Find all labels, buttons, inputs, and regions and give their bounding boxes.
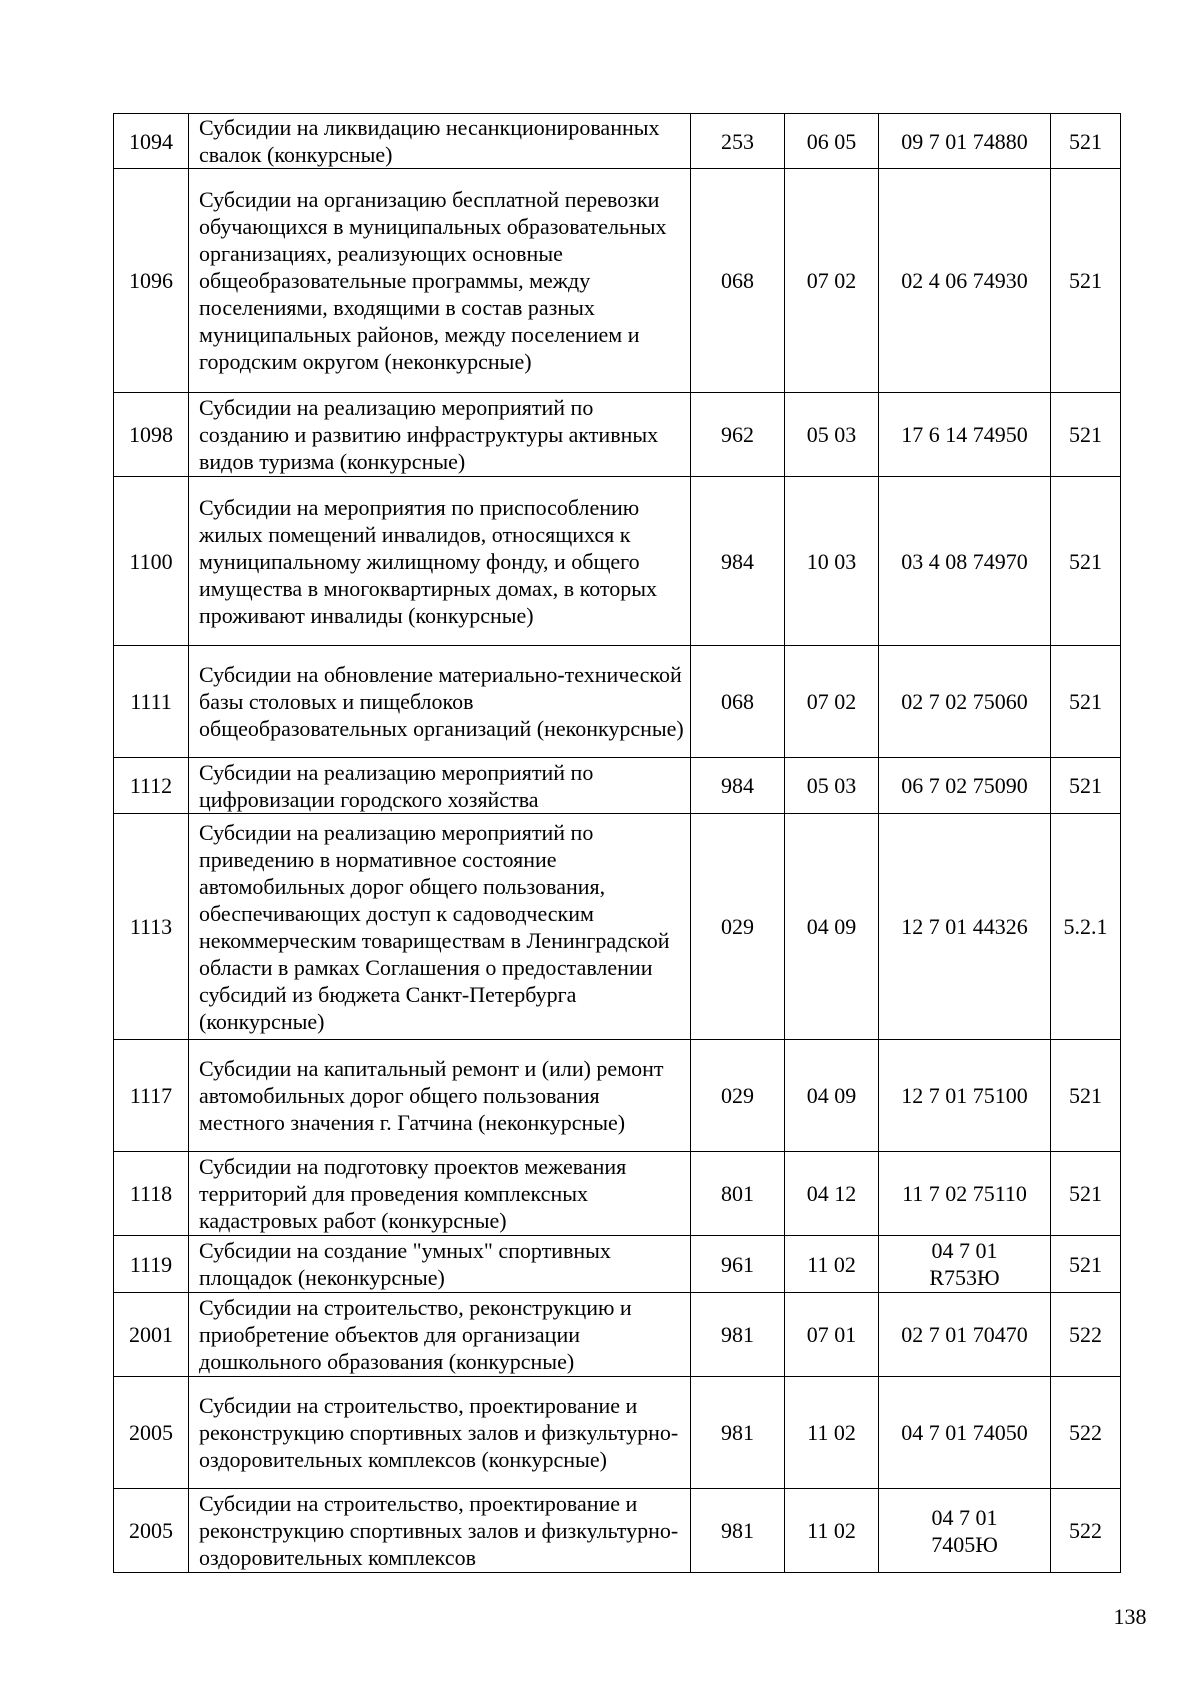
row-section-cell: 04 09 bbox=[785, 814, 879, 1040]
table-row bbox=[114, 114, 1121, 169]
row-code-cell: 981 bbox=[691, 1489, 785, 1573]
row-target-code-cell: 12 7 01 44326 bbox=[879, 814, 1051, 1040]
row-section-cell: 07 02 bbox=[785, 646, 879, 758]
row-section-cell: 11 02 bbox=[785, 1377, 879, 1489]
row-target-code-cell: 11 7 02 75110 bbox=[879, 1152, 1051, 1236]
row-section-cell: 10 03 bbox=[785, 477, 879, 646]
row-number-cell: 1096 bbox=[114, 169, 189, 393]
row-target-code-cell: 02 4 06 74930 bbox=[879, 169, 1051, 393]
row-expense-type-cell: 521 bbox=[1051, 1040, 1121, 1152]
row-target-code-cell: 09 7 01 74880 bbox=[879, 114, 1051, 169]
row-description-cell: Субсидии на обновление материально-технической базы столовых и пищеблоков общеобразовательных организаций (неконкурсные) bbox=[189, 646, 691, 758]
row-number-cell: 1113 bbox=[114, 814, 189, 1040]
row-expense-type-cell: 521 bbox=[1051, 114, 1121, 169]
table-row bbox=[114, 1377, 1121, 1489]
row-code-cell: 068 bbox=[691, 169, 785, 393]
row-target-code-cell: 04 7 01 74050 bbox=[879, 1377, 1051, 1489]
row-target-code-cell: 02 7 02 75060 bbox=[879, 646, 1051, 758]
row-description-cell: Субсидии на подготовку проектов межевания территорий для проведения комплексных кадастровых работ (конкурсные) bbox=[189, 1152, 691, 1236]
row-expense-type-cell: 521 bbox=[1051, 646, 1121, 758]
row-number-cell: 1112 bbox=[114, 758, 189, 814]
row-expense-type-cell: 521 bbox=[1051, 1152, 1121, 1236]
table-row bbox=[114, 1489, 1121, 1573]
row-code-cell: 984 bbox=[691, 477, 785, 646]
row-section-cell: 04 12 bbox=[785, 1152, 879, 1236]
table-row bbox=[114, 758, 1121, 814]
row-section-cell: 07 02 bbox=[785, 169, 879, 393]
row-number-cell: 1118 bbox=[114, 1152, 189, 1236]
row-section-cell: 11 02 bbox=[785, 1236, 879, 1293]
table-row bbox=[114, 393, 1121, 477]
page-number: 138 bbox=[1113, 1604, 1147, 1629]
row-code-cell: 984 bbox=[691, 758, 785, 814]
row-description-cell: Субсидии на мероприятия по приспособлению жилых помещений инвалидов, относящихся к муниципальному жилищному фонду, и общего имущества в многоквартирных домах, в которых проживают инвалиды (конкурсные) bbox=[189, 477, 691, 646]
row-target-code-cell: 06 7 02 75090 bbox=[879, 758, 1051, 814]
row-target-code-cell: 17 6 14 74950 bbox=[879, 393, 1051, 477]
row-expense-type-cell: 521 bbox=[1051, 758, 1121, 814]
table-body bbox=[114, 114, 1121, 1573]
subsidy-table bbox=[113, 113, 1121, 1573]
row-description-cell: Субсидии на строительство, проектирование и реконструкцию спортивных залов и физкультурно-оздоровительных комплексов (конкурсные) bbox=[189, 1377, 691, 1489]
row-code-cell: 253 bbox=[691, 114, 785, 169]
row-number-cell: 1111 bbox=[114, 646, 189, 758]
table-row bbox=[114, 1293, 1121, 1377]
row-code-cell: 962 bbox=[691, 393, 785, 477]
row-number-cell: 1098 bbox=[114, 393, 189, 477]
table-row bbox=[114, 814, 1121, 1040]
row-description-cell: Субсидии на капитальный ремонт и (или) ремонт автомобильных дорог общего пользования местного значения г. Гатчина (неконкурсные) bbox=[189, 1040, 691, 1152]
row-description-cell: Субсидии на создание "умных" спортивных площадок (неконкурсные) bbox=[189, 1236, 691, 1293]
row-code-cell: 961 bbox=[691, 1236, 785, 1293]
row-section-cell: 07 01 bbox=[785, 1293, 879, 1377]
row-target-code-cell: 04 7 01 R753Ю bbox=[879, 1236, 1051, 1293]
row-target-code-cell: 03 4 08 74970 bbox=[879, 477, 1051, 646]
row-expense-type-cell: 521 bbox=[1051, 393, 1121, 477]
row-description-cell: Субсидии на организацию бесплатной перевозки обучающихся в муниципальных образовательных организациях, реализующих основные общеобразовательные программы, между поселениями, входящими в состав разных муниципальных районов, между поселением и городским округом (неконкурсные) bbox=[189, 169, 691, 393]
row-number-cell: 2005 bbox=[114, 1489, 189, 1573]
row-expense-type-cell: 522 bbox=[1051, 1377, 1121, 1489]
table-row bbox=[114, 646, 1121, 758]
row-section-cell: 06 05 bbox=[785, 114, 879, 169]
row-expense-type-cell: 521 bbox=[1051, 169, 1121, 393]
row-code-cell: 068 bbox=[691, 646, 785, 758]
table-row bbox=[114, 1152, 1121, 1236]
row-section-cell: 11 02 bbox=[785, 1489, 879, 1573]
row-section-cell: 05 03 bbox=[785, 758, 879, 814]
row-expense-type-cell: 522 bbox=[1051, 1293, 1121, 1377]
row-number-cell: 1094 bbox=[114, 114, 189, 169]
row-section-cell: 04 09 bbox=[785, 1040, 879, 1152]
table-row bbox=[114, 1040, 1121, 1152]
table-row bbox=[114, 169, 1121, 393]
row-expense-type-cell: 521 bbox=[1051, 1236, 1121, 1293]
row-code-cell: 029 bbox=[691, 1040, 785, 1152]
row-number-cell: 2001 bbox=[114, 1293, 189, 1377]
row-code-cell: 981 bbox=[691, 1377, 785, 1489]
row-description-cell: Субсидии на ликвидацию несанкционированных свалок (конкурсные) bbox=[189, 114, 691, 169]
row-description-cell: Субсидии на реализацию мероприятий по цифровизации городского хозяйства bbox=[189, 758, 691, 814]
row-expense-type-cell: 5.2.1 bbox=[1051, 814, 1121, 1040]
row-expense-type-cell: 522 bbox=[1051, 1489, 1121, 1573]
row-number-cell: 2005 bbox=[114, 1377, 189, 1489]
row-description-cell: Субсидии на строительство, проектирование и реконструкцию спортивных залов и физкультурно-оздоровительных комплексов bbox=[189, 1489, 691, 1573]
row-number-cell: 1117 bbox=[114, 1040, 189, 1152]
row-code-cell: 801 bbox=[691, 1152, 785, 1236]
row-target-code-cell: 12 7 01 75100 bbox=[879, 1040, 1051, 1152]
table-row bbox=[114, 1236, 1121, 1293]
row-number-cell: 1100 bbox=[114, 477, 189, 646]
row-expense-type-cell: 521 bbox=[1051, 477, 1121, 646]
table-row bbox=[114, 477, 1121, 646]
row-description-cell: Субсидии на реализацию мероприятий по созданию и развитию инфраструктуры активных видов туризма (конкурсные) bbox=[189, 393, 691, 477]
row-description-cell: Субсидии на строительство, реконструкцию и приобретение объектов для организации дошкольного образования (конкурсные) bbox=[189, 1293, 691, 1377]
row-code-cell: 981 bbox=[691, 1293, 785, 1377]
row-target-code-cell: 02 7 01 70470 bbox=[879, 1293, 1051, 1377]
row-description-cell: Субсидии на реализацию мероприятий по приведению в нормативное состояние автомобильных дорог общего пользования, обеспечивающих доступ к садоводческим некоммерческим товариществам в Ленинградской области в рамках Соглашения о предоставлении субсидий из бюджета Санкт-Петербурга (конкурсные) bbox=[189, 814, 691, 1040]
row-code-cell: 029 bbox=[691, 814, 785, 1040]
row-section-cell: 05 03 bbox=[785, 393, 879, 477]
row-number-cell: 1119 bbox=[114, 1236, 189, 1293]
row-target-code-cell: 04 7 01 7405Ю bbox=[879, 1489, 1051, 1573]
